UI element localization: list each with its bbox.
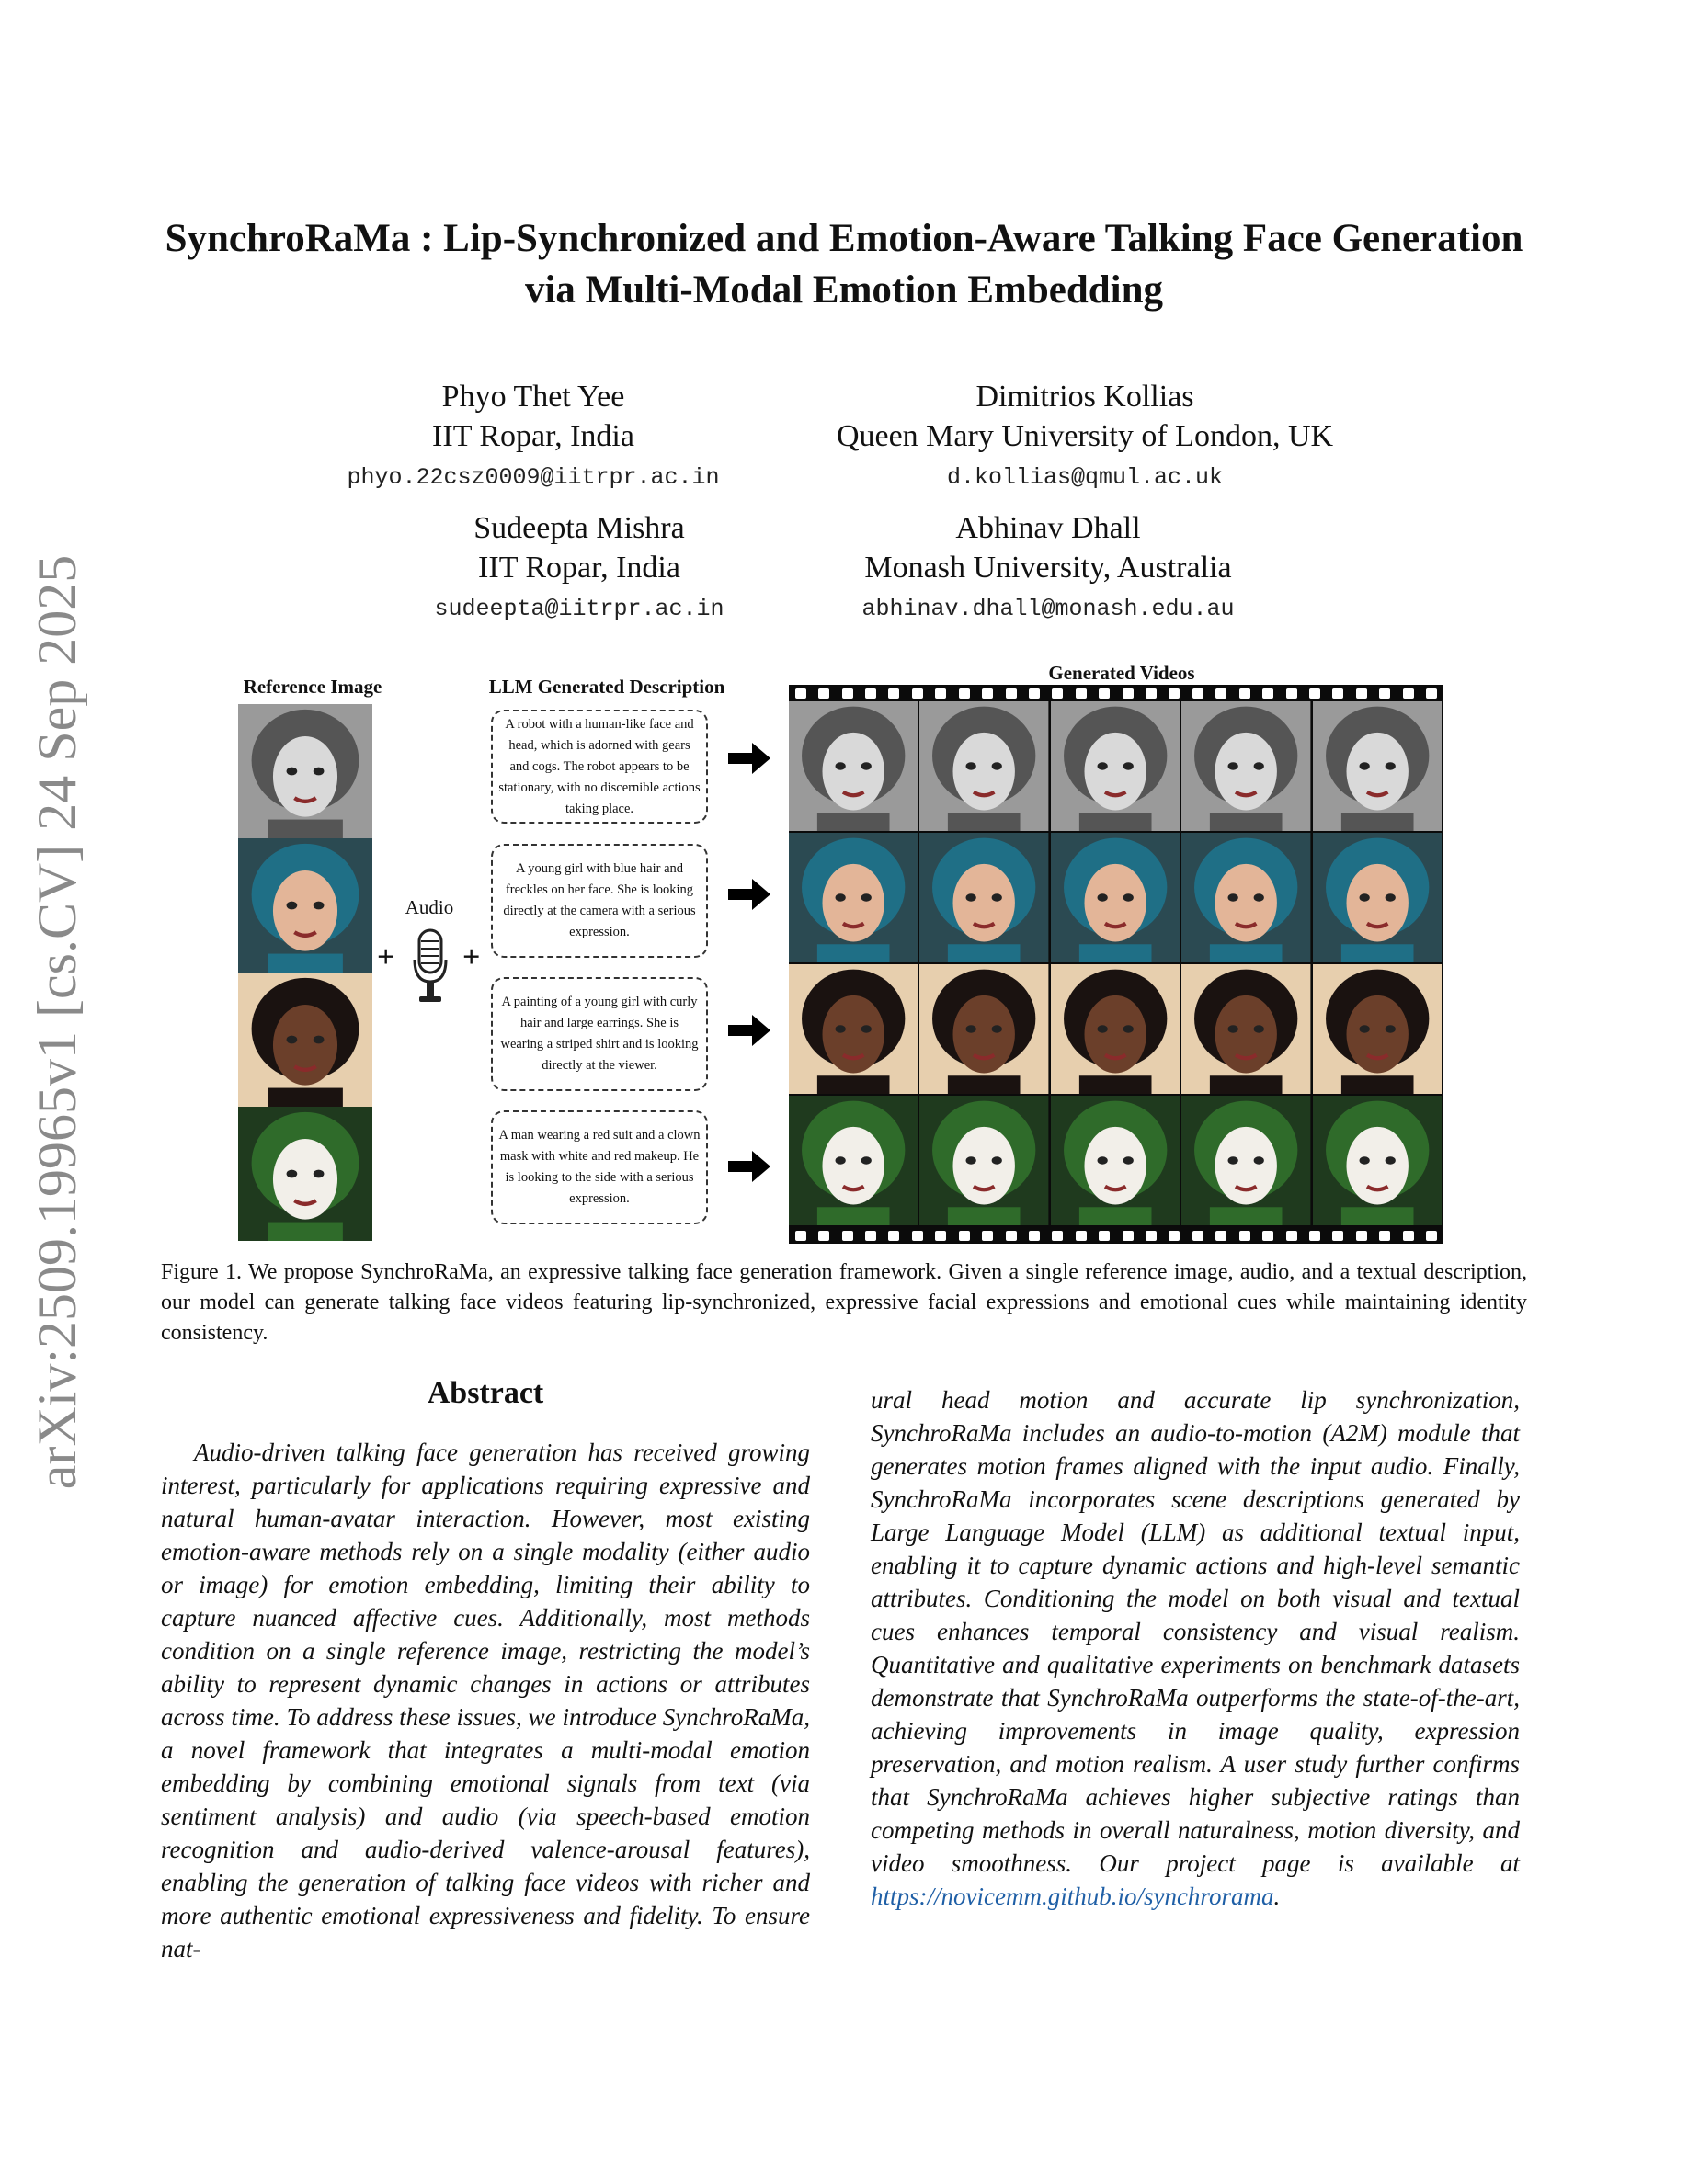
generated-frame [919,833,1048,962]
llm-description-1: A robot with a human-like face and head, which is adorned with gears and cogs. The robot appears to be stationary, with no discernible actions taking place. [491,710,708,824]
film-hole [1123,1231,1134,1241]
film-hole [1356,688,1367,699]
title-line-2: via Multi-Modal Emotion Embedding [524,268,1164,312]
film-hole [912,1231,923,1241]
film-hole [1239,688,1250,699]
film-hole [865,1231,876,1241]
abstract-period: . [1273,1883,1281,1910]
film-hole [1286,688,1297,699]
film-hole [959,1231,970,1241]
reference-face-3 [238,973,372,1107]
film-hole [1403,1231,1414,1241]
film-hole [888,688,899,699]
llm-description-header: LLM Generated Description [488,676,725,698]
film-hole [1309,1231,1320,1241]
generated-videos-header: Generated Videos [1048,662,1195,684]
film-hole [1215,1231,1226,1241]
film-hole [935,1231,946,1241]
film-hole [959,688,970,699]
generated-frame [1051,833,1180,962]
generated-face [919,833,1048,962]
film-hole [912,688,923,699]
film-hole [1052,688,1063,699]
generated-frame [1313,964,1442,1094]
film-hole [818,688,829,699]
film-hole [982,1231,993,1241]
llm-description-4: A man wearing a red suit and a clown mask with white and red makeup. He is looking to the side with a serious expression. [491,1110,708,1224]
film-hole [1076,1231,1087,1241]
generated-face [789,833,918,962]
right-arrow-icon [728,743,770,774]
right-arrow-icon [728,1151,770,1182]
title-line-1: SynchroRaMa : Lip-Synchronized and Emotion-Aware Talking Face Generation [165,217,1523,260]
generated-frame [1181,964,1310,1094]
author-name: Phyo Thet Yee [441,380,625,414]
author-affiliation: Monash University, Australia [864,551,1232,585]
film-hole [1426,688,1437,699]
film-hole [1215,688,1226,699]
film-hole [865,688,876,699]
generated-face [919,1096,1048,1225]
film-holes-top [789,685,1443,701]
abstract-left-column: Audio-driven talking face generation has received growing interest, particularly for applications requiring expressive and natural human-avatar interaction. However, most existing emotion-aware methods rely on a single modality (either audio or image) for emotion embedding, limiting their ability to capture nuanced affective cues. Additionally, most methods condition on a single reference image, restricting the model’s ability to represent dynamic changes in actions or attributes across time. To address these issues, we introduce SynchroRaMa, a novel framework that integrates a multi-modal emotion embedding by combining emotional signals from text (via sentiment analysis) and audio (via speech-based emotion recognition and audio-derived valence-arousal features), enabling the generation of talking face videos with richer and more authentic emotional expressiveness and fidelity. To ensure nat- [161,1439,810,1962]
author-affiliation: IIT Ropar, India [478,551,680,585]
generated-face [1181,701,1310,831]
film-hole [795,688,806,699]
film-hole [1146,1231,1157,1241]
film-hole [1356,1231,1367,1241]
film-hole [1332,1231,1343,1241]
film-hole [842,688,853,699]
reference-image-2 [238,838,372,973]
film-hole [1192,1231,1203,1241]
reference-image-3 [238,973,372,1107]
author-email[interactable]: d.kollias@qmul.ac.uk [946,464,1224,491]
film-hole [1403,688,1414,699]
reference-face-2 [238,838,372,973]
author-name: Sudeepta Mishra [473,511,685,545]
generated-face [1051,1096,1180,1225]
right-arrow-icon [728,1015,770,1046]
generated-frame [1313,1096,1442,1225]
generated-frame [1051,701,1180,831]
generated-face [919,701,1048,831]
generated-face [1181,964,1310,1094]
film-hole [1262,688,1273,699]
film-hole [1379,1231,1390,1241]
film-hole [795,1231,806,1241]
generated-frame [789,964,918,1094]
generated-frames [789,701,1443,1227]
generated-face [919,964,1048,1094]
generated-face [1181,1096,1310,1225]
microphone-icon [410,928,451,1006]
film-hole [1309,688,1320,699]
generated-face [1313,1096,1442,1225]
film-hole [1006,688,1017,699]
author-affiliation: Queen Mary University of London, UK [836,419,1334,453]
generated-frame [1051,964,1180,1094]
film-hole [1099,688,1110,699]
film-hole [1192,688,1203,699]
generated-videos-filmstrip [789,685,1443,1244]
generated-frame [789,1096,918,1225]
arxiv-side-stamp: arXiv:2509.19965v1 [cs.CV] 24 Sep 2025 [27,554,87,1490]
film-hole [1123,688,1134,699]
film-holes-bottom [789,1227,1443,1244]
film-hole [888,1231,899,1241]
author-email[interactable]: sudeepta@iitrpr.ac.in [434,596,724,622]
film-hole [818,1231,829,1241]
reference-image-header: Reference Image [243,676,382,698]
film-hole [842,1231,853,1241]
generated-face [789,701,918,831]
reference-image-4 [238,1107,372,1241]
film-hole [1006,1231,1017,1241]
llm-description-2: A young girl with blue hair and freckles on her face. She is looking directly at the camera with a serious expression. [491,844,708,958]
plus-sign-left: + [377,940,395,974]
film-hole [935,688,946,699]
generated-face [1051,701,1180,831]
author-name: Abhinav Dhall [955,511,1141,545]
generated-frame [919,964,1048,1094]
author-email[interactable]: abhinav.dhall@monash.edu.au [861,596,1235,622]
generated-face [1181,833,1310,962]
film-hole [1332,688,1343,699]
film-hole [1146,688,1157,699]
film-hole [1239,1231,1250,1241]
film-hole [1169,688,1180,699]
llm-description-3: A painting of a young girl with curly hair and large earrings. She is wearing a striped shirt and is looking directly at the viewer. [491,977,708,1091]
film-hole [1029,1231,1040,1241]
generated-frame [919,701,1048,831]
generated-frame [1313,833,1442,962]
generated-frame [1051,1096,1180,1225]
plus-sign-right: + [462,940,481,974]
generated-face [1051,833,1180,962]
reference-face-1 [238,704,372,838]
abstract-right-column [871,1383,1520,1913]
generated-frame [789,701,918,831]
film-hole [1029,688,1040,699]
audio-label: Audio [405,896,454,918]
generated-face [1313,964,1442,1094]
generated-face [789,964,918,1094]
author-affiliation: IIT Ropar, India [432,419,634,453]
film-hole [1262,1231,1273,1241]
generated-frame [1181,1096,1310,1225]
generated-frame [1181,701,1310,831]
author-email[interactable]: phyo.22csz0009@iitrpr.ac.in [347,464,720,491]
film-hole [1169,1231,1180,1241]
film-hole [1286,1231,1297,1241]
film-hole [982,688,993,699]
figure-caption: Figure 1. We propose SynchroRaMa, an expressive talking face generation framework. Given a single reference image, audio, and a textual description, our model can generate talking face videos featuring lip-synchronized, expressive facial expressions and emotional cues while maintaining identity consistency. [161,1260,1527,1345]
generated-frame [789,833,918,962]
generated-frame [919,1096,1048,1225]
abstract-heading: Abstract [427,1376,544,1410]
film-hole [1379,688,1390,699]
film-hole [1099,1231,1110,1241]
film-hole [1426,1231,1437,1241]
generated-frame [1313,701,1442,831]
abstract-right-text: ural head motion and accurate lip synchronization, SynchroRaMa includes an audio-to-motion (A2M) module that generates motion frames aligned with the input audio. Finally, SynchroRaMa incorporates scene descriptions generated by Large Language Model (LLM) as additional textual input, enabling it to capture dynamic actions and high-level semantic attributes. Conditioning the model on both visual and textual cues enhances temporal consistency and visual realism. Quantitative and qualitative experiments on benchmark datasets demonstrate that SynchroRaMa outperforms the state-of-the-art, achieving improvements in image quality, expression preservation, and motion realism. A user study further confirms that SynchroRaMa achieves higher subjective ratings than competing methods in overall naturalness, motion diversity, and video smoothness. Our project page is available at [871,1386,1520,1877]
reference-image-1 [238,704,372,838]
right-arrow-icon [728,879,770,910]
generated-frame [1181,833,1310,962]
reference-face-4 [238,1107,372,1241]
author-name: Dimitrios Kollias [975,380,1194,414]
generated-face [1313,833,1442,962]
generated-face [1313,701,1442,831]
generated-face [789,1096,918,1225]
film-hole [1076,688,1087,699]
generated-face [1051,964,1180,1094]
film-hole [1052,1231,1063,1241]
project-page-link[interactable]: https://novicemm.github.io/synchrorama [871,1883,1274,1910]
